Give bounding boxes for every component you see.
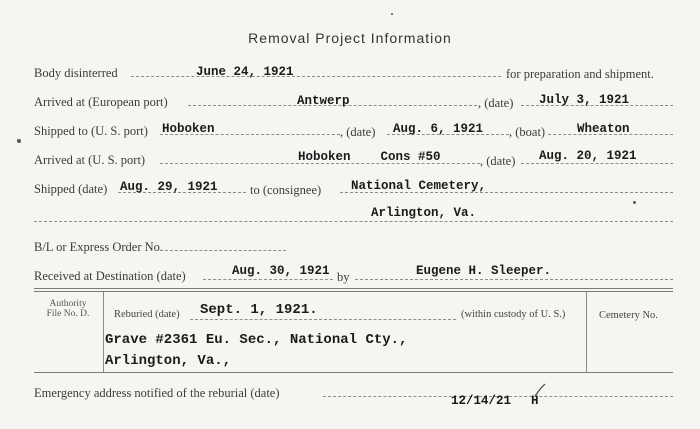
grave-line-1: Grave #2361 Eu. Sec., National Cty., — [105, 332, 408, 348]
grave-line-2: Arlington, Va., — [105, 353, 232, 369]
lower-divider-right — [586, 292, 587, 372]
received-line — [203, 279, 333, 280]
authority-label: Authority File No. D. — [46, 299, 90, 320]
bl-express-line — [160, 250, 286, 251]
emergency-initials: H — [531, 394, 539, 408]
body-disinterred-label: Body disinterred — [34, 66, 118, 80]
speck-right — [633, 201, 636, 204]
reburied-label: Reburied (date) — [114, 309, 180, 320]
arrived-us-value: Hoboken Cons #50 — [298, 150, 441, 164]
arrived-european-date-label: , (date) — [478, 96, 514, 110]
shipped-us-date: Aug. 6, 1921 — [393, 122, 484, 136]
shipped-us-value: Hoboken — [162, 122, 215, 136]
lower-divider-left — [103, 292, 104, 372]
arrived-european-label: Arrived at (European port) — [34, 95, 168, 109]
emergency-label: Emergency address notified of the reburial (date) — [34, 386, 280, 400]
emergency-value: 12/14/21 — [451, 394, 512, 408]
consignee-label: to (consignee) — [250, 183, 322, 197]
consignee-line2 — [34, 221, 673, 222]
received-by-value: Eugene H. Sleeper. — [416, 264, 552, 278]
shipped-us-date-label: , (date) — [340, 125, 376, 139]
shipped-us-boat: Wheaton — [577, 122, 630, 136]
shipped-us-label: Shipped to (U. S. port) — [34, 124, 148, 138]
arrived-us-date: Aug. 20, 1921 — [539, 149, 637, 163]
consignee-value: National Cemetery, — [351, 179, 487, 193]
speck-left — [17, 139, 21, 143]
shipped-date-value: Aug. 29, 1921 — [120, 180, 218, 194]
received-by-line — [355, 279, 673, 280]
lower-bottom-rule — [34, 372, 673, 373]
lower-top-rule — [34, 288, 673, 289]
consignee-value-line2: Arlington, Va. — [371, 206, 477, 220]
card-title: Removal Project Information — [248, 30, 452, 46]
arrived-us-label: Arrived at (U. S. port) — [34, 153, 146, 167]
lower-top-rule-2 — [34, 291, 673, 292]
body-disinterred-value: June 24, 1921 — [196, 65, 294, 79]
body-disinterred-line — [131, 76, 501, 77]
cemetery-label: Cemetery No. — [599, 310, 658, 321]
check-mark-icon — [533, 382, 547, 398]
bl-express-label: B/L or Express Order No. — [34, 240, 164, 254]
shipped-date-label: Shipped (date) — [34, 182, 108, 196]
reburied-date: Sept. 1, 1921. — [200, 302, 318, 318]
body-disinterred-suffix: for preparation and shipment. — [506, 67, 654, 81]
arrived-european-value: Antwerp — [297, 94, 350, 108]
arrived-us-date-line — [521, 163, 673, 164]
reburied-line — [190, 319, 456, 320]
received-label: Received at Destination (date) — [34, 269, 186, 283]
arrived-european-date: July 3, 1921 — [539, 93, 630, 107]
shipped-us-boat-label: , (boat) — [509, 125, 546, 139]
arrived-us-date-label: , (date) — [480, 154, 516, 168]
received-by-label: by — [337, 270, 350, 284]
received-value: Aug. 30, 1921 — [232, 264, 330, 278]
speck-top — [391, 13, 393, 15]
custody-label: (within custody of U. S.) — [461, 309, 566, 320]
